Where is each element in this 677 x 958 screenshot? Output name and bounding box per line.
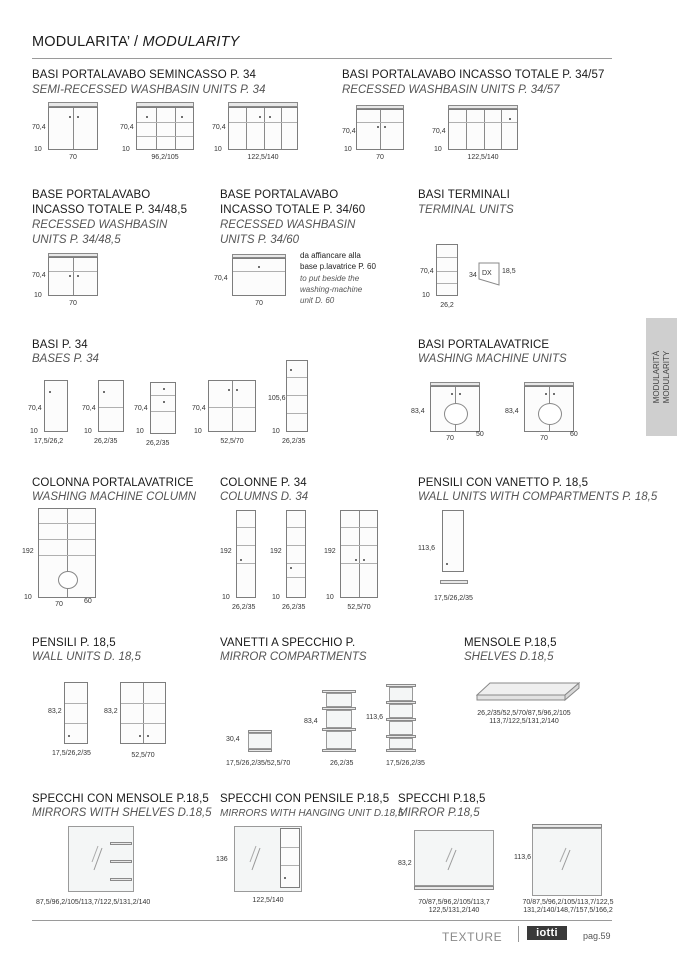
dim-height: 105,6 [268, 395, 286, 402]
mirror-shelves-subtitle: MIRRORS WITH SHELVES D.18,5 [32, 807, 212, 819]
semi-recessed-unit-1 [48, 102, 98, 150]
semi-recessed-unit-3 [228, 102, 298, 150]
dim-width: 17,5/26,2/35/52,5/70 [226, 760, 291, 767]
mirror-comp-subtitle: MIRROR COMPARTMENTS [220, 651, 367, 663]
dim-width2: 122,5/131,2/140 [428, 907, 480, 914]
dim-depth2: 18,5 [502, 268, 516, 275]
dim-width: 26,2/35 [94, 438, 118, 445]
dim-height: 70,4 [32, 272, 46, 279]
base-48-title2: INCASSO TOTALE P. 34/48,5 [32, 204, 188, 216]
dim-height: 83,2 [48, 708, 62, 715]
columns-unit-1 [236, 510, 256, 598]
dim-height: 70,4 [420, 268, 434, 275]
dim-height: 113,6 [514, 854, 531, 861]
dim-base: 10 [30, 428, 38, 435]
dim-width2: 131,2/140/148,7/157,5/166,2 [523, 907, 613, 914]
mirror-comp-unit-2 [322, 690, 356, 752]
mirror-hanging-subtitle: MIRRORS WITH HANGING UNIT D.18,5 [220, 808, 404, 819]
dim-width: 26,2/35 [330, 760, 354, 767]
terminal-title: BASI TERMINALI [418, 189, 510, 201]
mirror-hanging-title: SPECCHI CON PENSILE P.18,5 [220, 793, 390, 805]
mirrors-unit-2 [532, 824, 602, 896]
base-60-sub1: RECESSED WASHBASIN [220, 219, 356, 231]
dim-depth: 50 [476, 431, 484, 438]
wall-compartment-shelf [440, 580, 468, 584]
dim-width1: 70/87,5/96,2/105/113,7/122,5 [522, 899, 614, 906]
dim-width: 70 [255, 300, 263, 307]
shelves-subtitle: SHELVES D.18,5 [464, 651, 554, 663]
dim-width: 70 [69, 300, 77, 307]
header-rule [32, 58, 612, 59]
bases-unit-4 [208, 380, 256, 432]
dim-width: 17,5/26,2/35 [434, 595, 473, 602]
mirror-comp-unit-3 [386, 684, 416, 752]
dim-base: 10 [344, 146, 352, 153]
dim-width: 17,5/26,2/35 [386, 760, 425, 767]
dim-width: 17,5/26,2 [34, 438, 64, 445]
base-60-note-en3: unit D. 60 [300, 296, 335, 305]
recessed-total-subtitle: RECESSED WASHBASIN UNITS P. 34/57 [342, 84, 560, 96]
page-number: pag.59 [583, 931, 611, 941]
dim-height: 30,4 [226, 736, 240, 743]
dim-width2: 113,7/122,5/131,2/140 [489, 718, 559, 725]
dim-width1: 70/87,5/96,2/105/113,7 [418, 899, 490, 906]
base-48-unit [48, 253, 98, 296]
dim-base: 10 [194, 428, 202, 435]
dim-height: 70,4 [212, 124, 226, 131]
side-tab-line1: MODULARITÀ [651, 350, 661, 404]
wall-units-unit-1 [64, 682, 88, 744]
recessed-total-unit-1 [356, 105, 404, 150]
mirror-shelves-unit [68, 826, 134, 892]
base-60-note-en2: washing-machine [300, 285, 363, 294]
dim-height: 136 [216, 856, 228, 863]
mirrors-unit-1 [414, 830, 494, 892]
title-main: MODULARITA’ / [32, 34, 143, 50]
dim-height: 83,4 [505, 408, 519, 415]
base-60-unit [232, 254, 286, 296]
dim-height: 113,6 [418, 545, 435, 552]
washing-unit-2 [524, 382, 574, 432]
dim-height: 83,2 [104, 708, 118, 715]
dim-width: 70 [69, 154, 77, 161]
dim-height: 70,4 [192, 405, 206, 412]
dim-width: 122,5/140 [252, 897, 284, 904]
semi-recessed-unit-2 [136, 102, 194, 150]
semi-recessed-title: BASI PORTALAVABO SEMINCASSO P. 34 [32, 69, 257, 81]
dim-width: 70 [55, 601, 63, 608]
side-tab[interactable] [646, 318, 677, 436]
bases-unit-3 [150, 382, 176, 434]
base-60-note-it2: base p.lavatrice P. 60 [300, 262, 376, 271]
bases-subtitle: BASES P. 34 [32, 353, 99, 365]
dim-width: 122,5/140 [467, 154, 499, 161]
mirror-shelves-title: SPECCHI CON MENSOLE P.18,5 [32, 793, 209, 805]
dim-width: 26,2/35 [232, 604, 256, 611]
dim-width: 122,5/140 [247, 154, 279, 161]
dim-width: 52,5/70 [220, 438, 244, 445]
base-48-sub2: UNITS P. 34/48,5 [32, 234, 121, 246]
base-48-title1: BASE PORTALAVABO [32, 189, 151, 201]
mirrors-subtitle: MIRROR P.18,5 [398, 807, 480, 819]
mirrors-title: SPECCHI P.18,5 [398, 793, 486, 805]
dim-base: 10 [84, 428, 92, 435]
recessed-total-unit-2 [448, 105, 518, 150]
dim-height: 70,4 [134, 405, 148, 412]
dim-width: 96,2/105 [151, 154, 179, 161]
washing-title: BASI PORTALAVATRICE [418, 339, 550, 351]
semi-recessed-subtitle: SEMI-RECESSED WASHBASIN UNITS P. 34 [32, 84, 266, 96]
dim-base: 10 [422, 292, 430, 299]
footer-texture: TEXTURE [442, 930, 503, 944]
wall-compartment-subtitle: WALL UNITS WITH COMPARTMENTS P. 18,5 [418, 491, 658, 503]
dim-depth: 34 [469, 272, 477, 279]
shelf-drawing [476, 682, 580, 704]
dim-base: 10 [24, 594, 32, 601]
columns-unit-3 [340, 510, 378, 598]
dim-height: 83,4 [304, 718, 318, 725]
dim-height: 70,4 [82, 405, 96, 412]
bases-unit-2 [98, 380, 124, 432]
bases-unit-1 [44, 380, 68, 432]
dim-width: 26,2/35 [282, 604, 306, 611]
title-italic: MODULARITY [142, 34, 240, 50]
dim-width1: 26,2/35/52,5/70/87,5/96,2/105 [477, 710, 571, 717]
recessed-total-title: BASI PORTALAVABO INCASSO TOTALE P. 34/57 [342, 69, 605, 81]
dim-width: 17,5/26,2/35 [52, 750, 91, 757]
dim-width: 87,5/96,2/105/113,7/122,5/131,2/140 [36, 899, 151, 906]
dim-base: 10 [214, 146, 222, 153]
footer-rule [32, 920, 612, 921]
dim-height: 70,4 [432, 128, 446, 135]
base-60-note-en1: to put beside the [300, 274, 360, 283]
base-60-title1: BASE PORTALAVABO [220, 189, 339, 201]
dim-height: 192 [270, 548, 282, 555]
side-tab-line2: MODULARITY [661, 350, 671, 404]
base-60-note-it1: da affiancare alla [300, 251, 361, 260]
wall-units-subtitle: WALL UNITS D. 18,5 [32, 651, 141, 663]
dim-base: 10 [222, 594, 230, 601]
dim-height: 70,4 [28, 405, 42, 412]
dim-height: 70,4 [32, 124, 46, 131]
dim-height: 83,4 [411, 408, 425, 415]
dim-height: 70,4 [120, 124, 134, 131]
dim-height: 192 [324, 548, 336, 555]
dim-base: 10 [272, 594, 280, 601]
dim-depth: 60 [570, 431, 578, 438]
mirror-hanging-unit [234, 826, 302, 892]
washing-subtitle: WASHING MACHINE UNITS [418, 353, 567, 365]
dim-base: 10 [136, 428, 144, 435]
wall-units-title: PENSILI P. 18,5 [32, 637, 116, 649]
dim-base: 10 [326, 594, 334, 601]
wall-compartment-unit [442, 510, 464, 572]
page-title [32, 34, 240, 50]
wm-column-subtitle: WASHING MACHINE COLUMN [32, 491, 196, 503]
mirror-comp-title: VANETTI A SPECCHIO P. [220, 637, 356, 649]
dim-height: 192 [220, 548, 232, 555]
dim-width: 70 [376, 154, 384, 161]
base-60-sub2: UNITS P. 34/60 [220, 234, 300, 246]
dim-width: 70 [540, 435, 548, 442]
dim-height: 113,6 [366, 714, 383, 721]
dim-side: DX [482, 270, 492, 277]
brand-logo: iotti [527, 926, 567, 940]
footer-divider [518, 926, 519, 942]
bases-unit-5 [286, 360, 308, 432]
terminal-unit [436, 244, 458, 296]
base-60-title2: INCASSO TOTALE P. 34/60 [220, 204, 366, 216]
terminal-subtitle: TERMINAL UNITS [418, 204, 514, 216]
dim-base: 10 [122, 146, 130, 153]
dim-height: 70,4 [214, 275, 228, 282]
dim-base: 10 [272, 428, 280, 435]
wall-units-unit-2 [120, 682, 166, 744]
dim-width: 52,5/70 [347, 604, 371, 611]
shelves-title: MENSOLE P.18,5 [464, 637, 557, 649]
dim-width: 26,2/35 [146, 440, 170, 447]
dim-width: 26,2 [440, 302, 454, 309]
columns-unit-2 [286, 510, 306, 598]
dim-width: 52,5/70 [131, 752, 155, 759]
dim-base: 10 [34, 146, 42, 153]
bases-title: BASI P. 34 [32, 339, 88, 351]
dim-height: 70,4 [342, 128, 356, 135]
wall-compartment-title: PENSILI CON VANETTO P. 18,5 [418, 477, 589, 489]
dim-base: 10 [434, 146, 442, 153]
dim-height: 192 [22, 548, 34, 555]
mirror-comp-unit-1 [248, 730, 272, 752]
wm-column-unit [38, 508, 96, 598]
dim-depth: 60 [84, 598, 92, 605]
base-48-sub1: RECESSED WASHBASIN [32, 219, 168, 231]
dim-base: 10 [34, 292, 42, 299]
wm-column-title: COLONNA PORTALAVATRICE [32, 477, 194, 489]
columns-title: COLONNE P. 34 [220, 477, 307, 489]
dim-height: 83,2 [398, 860, 412, 867]
dim-width: 70 [446, 435, 454, 442]
columns-subtitle: COLUMNS D. 34 [220, 491, 309, 503]
washing-unit-1 [430, 382, 480, 432]
dim-width: 26,2/35 [282, 438, 306, 445]
